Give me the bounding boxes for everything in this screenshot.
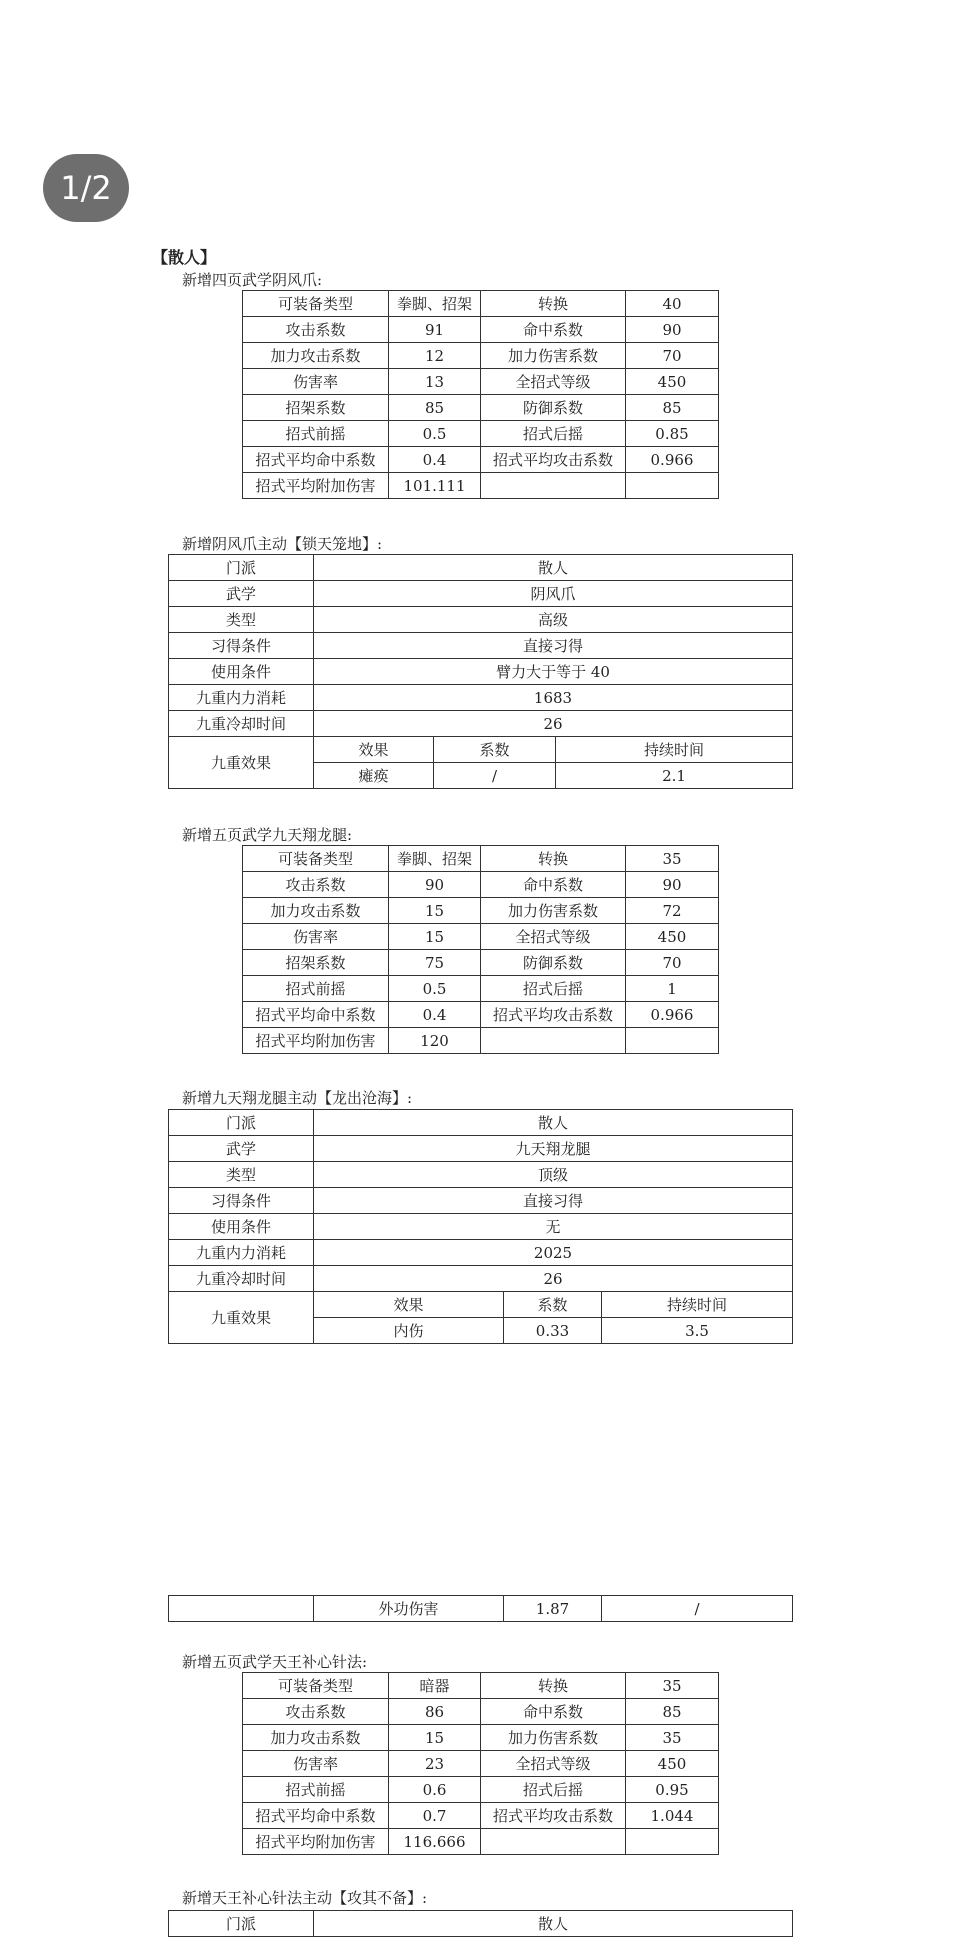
skill-field-label: 九重内力消耗 [169,1240,314,1266]
stat-value: 75 [389,950,481,976]
block4-skill-table [168,1109,793,1344]
effect-value-cell: 内伤 [314,1318,504,1344]
block3-stats-row [243,1002,719,1028]
skill-field-value: 2025 [314,1240,793,1266]
block3-stats-row [243,846,719,872]
stat-value: 0.5 [389,976,481,1002]
stat-label: 招式平均附加伤害 [243,1829,389,1855]
stat-value: 86 [389,1699,481,1725]
stat-value: 15 [389,898,481,924]
section-title: 【散人】 [152,248,217,267]
block1-caption: 新增四页武学阴风爪: [182,271,323,289]
block1-stats-table [242,290,719,499]
block3-stats-table [242,845,719,1054]
stat-label [481,1028,626,1054]
stat-label: 招架系数 [243,950,389,976]
stat-value: 116.666 [389,1829,481,1855]
stat-label: 招式平均攻击系数 [481,1803,626,1829]
block4-skill-row [169,1188,793,1214]
effect-label: 九重效果 [169,1292,314,1344]
stat-value: 13 [389,369,481,395]
continuation-cell: / [602,1596,793,1622]
effect-header-cell: 效果 [314,1292,504,1318]
block5-stats-row [243,1699,719,1725]
block5-stats-table [242,1672,719,1855]
block2-skill-effect-header-row [169,737,793,763]
block3-stats-row [243,1028,719,1054]
stat-value: 85 [389,395,481,421]
stat-value: 拳脚、招架 [389,291,481,317]
stat-label: 转换 [481,846,626,872]
stat-value: 15 [389,1725,481,1751]
skill-field-label: 九重冷却时间 [169,1266,314,1292]
block1-stats-row [243,317,719,343]
effect-header-cell: 系数 [434,737,556,763]
skill-field-value: 1683 [314,685,793,711]
stat-value: 15 [389,924,481,950]
skill-field-value: 散人 [314,555,793,581]
skill-field-label: 门派 [169,1911,314,1937]
effect-value-cell: / [434,763,556,789]
stat-value: 120 [389,1028,481,1054]
skill-field-value: 26 [314,711,793,737]
skill-field-value: 直接习得 [314,633,793,659]
stat-value: 0.966 [626,447,719,473]
block5-stats-row [243,1673,719,1699]
stat-value: 91 [389,317,481,343]
stat-value: 0.4 [389,447,481,473]
effect-value-cell: 0.33 [504,1318,602,1344]
stat-value: 450 [626,369,719,395]
skill-field-label: 习得条件 [169,1188,314,1214]
stat-value: 70 [626,950,719,976]
stat-value: 35 [626,1725,719,1751]
block3-stats-row [243,898,719,924]
block4-skill-row [169,1162,793,1188]
block2-skill-row [169,607,793,633]
skill-field-value: 26 [314,1266,793,1292]
skill-field-value: 高级 [314,607,793,633]
stat-label: 加力攻击系数 [243,898,389,924]
stat-value: 90 [626,317,719,343]
block1-stats-row [243,343,719,369]
skill-field-value: 顶级 [314,1162,793,1188]
stat-label: 加力伤害系数 [481,343,626,369]
effect-value-cell: 2.1 [556,763,793,789]
stat-value: 35 [626,1673,719,1699]
block5-caption: 新增五页武学天王补心针法: [182,1653,368,1671]
stat-value [626,1028,719,1054]
skill-field-label: 武学 [169,581,314,607]
stat-value: 450 [626,924,719,950]
stat-value: 35 [626,846,719,872]
stat-value: 90 [389,872,481,898]
skill-field-label: 九重冷却时间 [169,711,314,737]
stat-value: 0.85 [626,421,719,447]
stat-value [626,473,719,499]
stat-value: 101.111 [389,473,481,499]
stat-label: 可装备类型 [243,291,389,317]
stat-value: 0.7 [389,1803,481,1829]
skill-field-label: 类型 [169,1162,314,1188]
stat-label: 全招式等级 [481,369,626,395]
effect-label: 九重效果 [169,737,314,789]
stat-label: 招式后摇 [481,976,626,1002]
effect-header-cell: 效果 [314,737,434,763]
block2-skill-row [169,711,793,737]
stat-value [626,1829,719,1855]
block3-stats-row [243,872,719,898]
page-indicator-badge[interactable]: 1/2 [43,154,129,222]
block3-caption: 新增五页武学九天翔龙腿: [182,826,353,844]
stat-label: 伤害率 [243,369,389,395]
stat-label: 招式前摇 [243,976,389,1002]
skill-field-value: 无 [314,1214,793,1240]
stat-label: 招式平均命中系数 [243,447,389,473]
stat-label: 招式前摇 [243,421,389,447]
continuation-table [168,1595,793,1622]
stat-label: 全招式等级 [481,924,626,950]
block5-stats-row [243,1803,719,1829]
block5-stats-row [243,1725,719,1751]
stat-value: 85 [626,395,719,421]
stat-label: 招式平均附加伤害 [243,1028,389,1054]
skill-field-value: 臂力大于等于 40 [314,659,793,685]
block4-skill-row [169,1266,793,1292]
stat-label: 伤害率 [243,1751,389,1777]
block1-stats-row [243,291,719,317]
stat-label: 招式平均命中系数 [243,1002,389,1028]
stat-value: 0.966 [626,1002,719,1028]
effect-header-cell: 系数 [504,1292,602,1318]
block3-stats-row [243,924,719,950]
block1-stats-row [243,421,719,447]
stat-label: 招式平均附加伤害 [243,473,389,499]
block2-skill-row [169,581,793,607]
block2-skill-row [169,633,793,659]
effect-value-cell: 瘫痪 [314,763,434,789]
stat-label: 可装备类型 [243,846,389,872]
stat-value: 拳脚、招架 [389,846,481,872]
block6-partial-row [169,1911,793,1937]
stat-label [481,473,626,499]
skill-field-label: 武学 [169,1136,314,1162]
skill-field-label: 使用条件 [169,1214,314,1240]
stat-value: 1.044 [626,1803,719,1829]
stat-label: 攻击系数 [243,872,389,898]
stat-value: 暗器 [389,1673,481,1699]
stat-label: 加力攻击系数 [243,1725,389,1751]
stat-value: 23 [389,1751,481,1777]
skill-field-value: 九天翔龙腿 [314,1136,793,1162]
block5-stats-row [243,1751,719,1777]
stat-value: 72 [626,898,719,924]
continuation-row [169,1596,793,1622]
block2-skill-row [169,685,793,711]
stat-label: 招式平均攻击系数 [481,447,626,473]
effect-header-cell: 持续时间 [556,737,793,763]
skill-field-label: 类型 [169,607,314,633]
stat-label: 招式平均命中系数 [243,1803,389,1829]
block4-skill-effect-header-row [169,1292,793,1318]
block1-stats-row [243,473,719,499]
block2-skill-table [168,554,793,789]
stat-value: 40 [626,291,719,317]
block6-caption: 新增天王补心针法主动【攻其不备】: [182,1889,428,1907]
block5-stats-row [243,1777,719,1803]
block4-skill-row [169,1240,793,1266]
stat-label: 命中系数 [481,1699,626,1725]
block4-skill-row [169,1110,793,1136]
stat-value: 0.6 [389,1777,481,1803]
skill-field-value: 阴风爪 [314,581,793,607]
stat-label: 全招式等级 [481,1751,626,1777]
block3-stats-row [243,976,719,1002]
stat-label: 加力伤害系数 [481,1725,626,1751]
stat-label: 招架系数 [243,395,389,421]
stat-label: 命中系数 [481,872,626,898]
stat-label: 招式后摇 [481,421,626,447]
skill-field-label: 习得条件 [169,633,314,659]
block5-stats-row [243,1829,719,1855]
block1-stats-row [243,369,719,395]
stat-value: 90 [626,872,719,898]
stat-label: 转换 [481,291,626,317]
block2-caption: 新增阴风爪主动【锁天笼地】: [182,535,383,553]
stat-value: 12 [389,343,481,369]
block3-stats-row [243,950,719,976]
stat-label: 招式后摇 [481,1777,626,1803]
stat-label: 招式前摇 [243,1777,389,1803]
stat-value: 1 [626,976,719,1002]
stat-label: 可装备类型 [243,1673,389,1699]
stat-label: 防御系数 [481,395,626,421]
effect-value-cell: 3.5 [602,1318,793,1344]
skill-field-value: 散人 [314,1110,793,1136]
stat-label [481,1829,626,1855]
block4-skill-row [169,1214,793,1240]
block2-skill-row [169,659,793,685]
continuation-cell: 外功伤害 [314,1596,504,1622]
continuation-cell [169,1596,314,1622]
stat-label: 加力攻击系数 [243,343,389,369]
block4-skill-row [169,1136,793,1162]
block1-stats-row [243,447,719,473]
stat-label: 防御系数 [481,950,626,976]
stat-label: 招式平均攻击系数 [481,1002,626,1028]
stat-label: 攻击系数 [243,1699,389,1725]
skill-field-value: 散人 [314,1911,793,1937]
skill-field-label: 九重内力消耗 [169,685,314,711]
skill-field-label: 门派 [169,555,314,581]
stat-label: 加力伤害系数 [481,898,626,924]
stat-value: 0.4 [389,1002,481,1028]
stat-label: 攻击系数 [243,317,389,343]
block4-caption: 新增九天翔龙腿主动【龙出沧海】: [182,1089,413,1107]
stat-label: 转换 [481,1673,626,1699]
stat-label: 伤害率 [243,924,389,950]
stat-label: 命中系数 [481,317,626,343]
skill-field-label: 使用条件 [169,659,314,685]
block2-skill-row [169,555,793,581]
continuation-cell: 1.87 [504,1596,602,1622]
effect-header-cell: 持续时间 [602,1292,793,1318]
block1-stats-row [243,395,719,421]
stat-value: 450 [626,1751,719,1777]
stat-value: 0.5 [389,421,481,447]
block6-skill-table [168,1910,793,1937]
skill-field-value: 直接习得 [314,1188,793,1214]
stat-value: 0.95 [626,1777,719,1803]
stat-value: 70 [626,343,719,369]
skill-field-label: 门派 [169,1110,314,1136]
stat-value: 85 [626,1699,719,1725]
